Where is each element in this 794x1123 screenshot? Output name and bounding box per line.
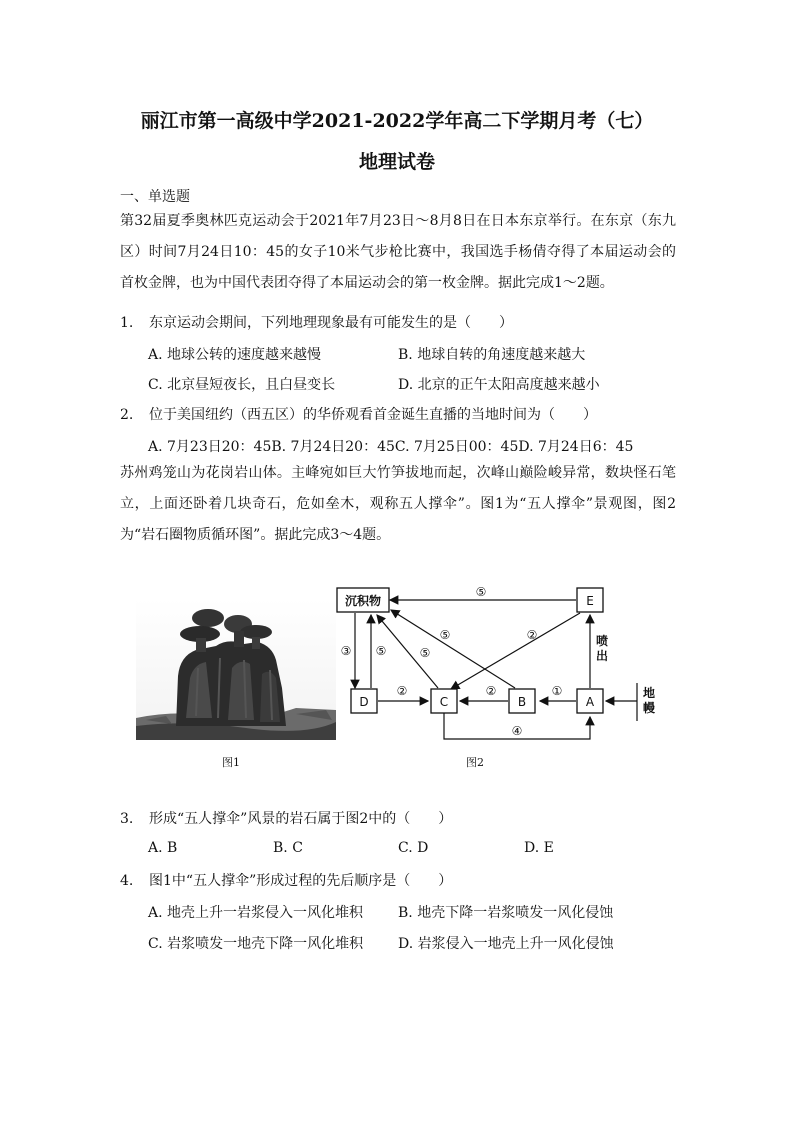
node-b-label: B	[517, 695, 527, 709]
figure-2-rock-cycle-diagram	[335, 585, 665, 745]
question-3-number: 3.	[120, 811, 134, 827]
node-a-label: A	[585, 695, 595, 709]
label-d-sediment: ⑤	[375, 644, 387, 658]
label-c-a: ④	[511, 724, 523, 738]
node-c-label: C	[439, 695, 449, 709]
figure-2-caption: 图2	[466, 756, 484, 769]
label-mantle: 地幔	[643, 686, 656, 715]
exam-title: 丽江市第一高级中学2021-2022学年高二下学期月考（七）	[140, 110, 654, 132]
arrow-e-to-c	[451, 613, 580, 689]
label-d-c: ②	[396, 684, 408, 698]
node-sediment-label: 沉积物	[344, 594, 382, 608]
q3-option-d[interactable]: D. E	[524, 840, 554, 856]
arrow-b-to-sediment	[391, 610, 515, 688]
q4-option-d[interactable]: D. 岩浆侵入一地壳上升一风化侵蚀	[398, 936, 614, 952]
question-2-text: 位于美国纽约（西五区）的华侨观看首金诞生直播的当地时间为（ ）	[149, 407, 597, 423]
question-3	[120, 808, 452, 828]
label-c-sediment: ⑤	[419, 646, 431, 660]
q4-option-c[interactable]: C. 岩浆喷发一地壳下降一风化堆积	[148, 936, 364, 952]
label-erupt: 喷出	[596, 634, 609, 663]
question-1-number: 1.	[120, 315, 134, 331]
q4-option-b[interactable]: B. 地壳下降一岩浆喷发一风化侵蚀	[398, 905, 614, 921]
label-e-sediment: ⑤	[475, 585, 487, 599]
passage-2: 苏州鸡笼山为花岗岩山体。主峰宛如巨大竹笋拔地而起，次峰山巅险峻异常，数块怪石笔立，上面还卧着几块奇石，危如垒木，观称五人撑伞”。图1为“五人撑伞”景观图，图2为“岩石圈物质循环图”。据此完成3～4题。	[120, 465, 676, 543]
exam-subtitle: 地理试卷	[358, 151, 435, 173]
q3-option-c[interactable]: C. D	[398, 840, 429, 856]
q1-option-c[interactable]: C. 北京昼短夜长，且白昼变长	[148, 377, 336, 393]
section-heading: 一、单选题	[120, 189, 190, 205]
q1-option-d[interactable]: D. 北京的正午太阳高度越来越小	[398, 377, 600, 393]
label-sediment-d: ③	[340, 644, 352, 658]
q4-option-a[interactable]: A. 地壳上升一岩浆侵入一风化堆积	[148, 905, 364, 921]
label-e-c: ②	[526, 628, 538, 642]
q2-options[interactable]: A. 7月23日20：45B. 7月24日20：45C. 7月25日00：45D. 7月24日6：45	[148, 439, 634, 455]
question-1-text: 东京运动会期间，下列地理现象最有可能发生的是（ ）	[149, 315, 513, 331]
node-d-label: D	[359, 695, 369, 709]
question-2-number: 2.	[120, 407, 134, 423]
label-a-b: ①	[551, 684, 563, 698]
figure-1-rock-image	[136, 598, 336, 740]
question-4-text: 图1中“五人撑伞”形成过程的先后顺序是（ ）	[149, 873, 453, 889]
figure-1-caption: 图1	[222, 756, 240, 769]
q3-option-a[interactable]: A. B	[148, 840, 178, 856]
node-e-label: E	[586, 594, 594, 608]
q3-option-b[interactable]: B. C	[273, 840, 303, 856]
q1-option-b[interactable]: B. 地球自转的角速度越来越大	[398, 347, 586, 363]
question-4-number: 4.	[120, 873, 134, 889]
label-b-c: ②	[485, 684, 497, 698]
q1-option-a[interactable]: A. 地球公转的速度越来越慢	[148, 347, 322, 363]
label-b-sediment: ⑤	[439, 628, 451, 642]
passage-1: 第32届夏季奥林匹克运动会于2021年7月23日～8月8日在日本东京举行。在东京（东九区）时间7月24日10：45的女子10米气步枪比赛中，我国选手杨倩夺得了本届运动会的首枚金牌，也为中国代表团夺得了本届运动会的第一枚金牌。据此完成1～2题。	[120, 213, 676, 291]
question-3-text: 形成“五人撑伞”风景的岩石属于图2中的（ ）	[149, 811, 453, 827]
question-4	[120, 870, 452, 890]
question-2	[120, 404, 597, 424]
question-1	[120, 312, 513, 332]
